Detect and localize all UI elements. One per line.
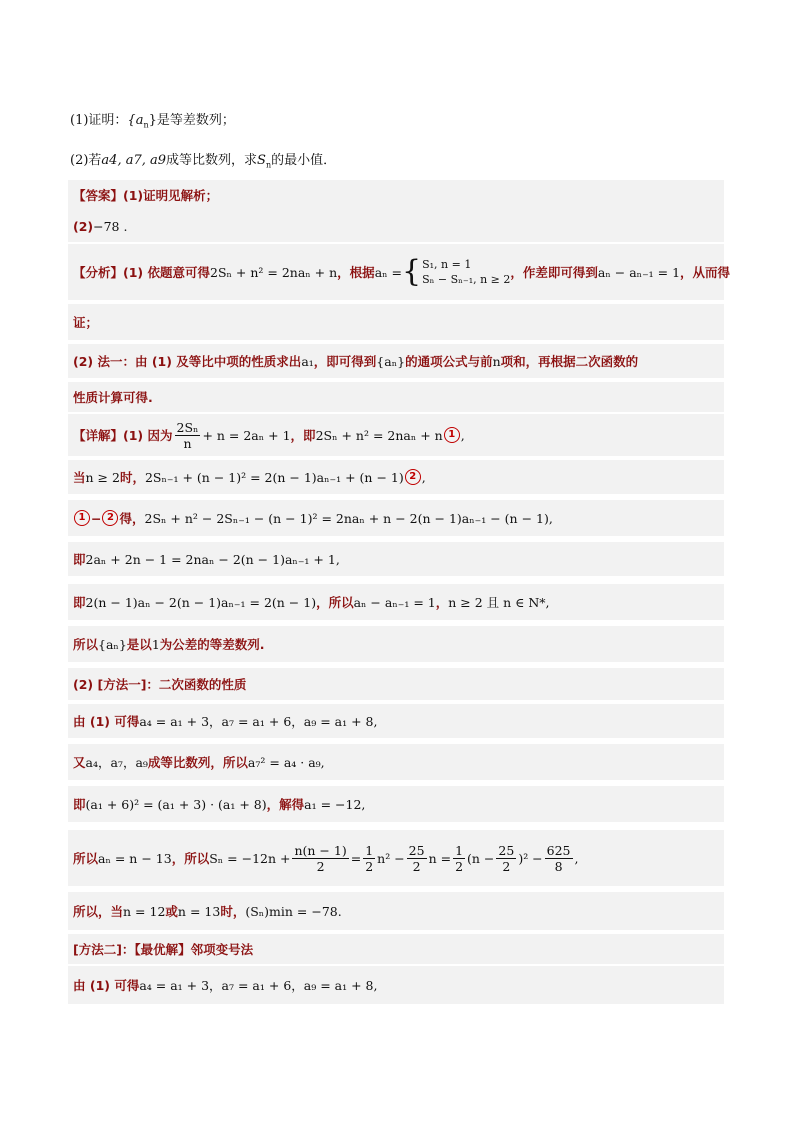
detail-l9-end: , [320,754,325,770]
analysis-text-b: ，根据 [337,265,375,280]
detail-line-3 [68,500,724,536]
q1-prefix: (1)证明： [70,113,128,128]
analysis-text-c: ，作差即可得到 [510,265,598,280]
detail-l5-eq2: aₙ − aₙ₋₁ = 1 [353,594,436,610]
detail-l10-end: , [361,796,366,812]
detail-l11-eq2d: n = [428,850,452,866]
answer-part1: (1)证明见解析； [123,188,219,203]
detail-l11-eq2b: = [350,850,362,866]
detail-l12-b: 或 [165,904,178,919]
detail-l11-frac-5 [496,843,516,874]
detail-l12-eq3: (Sₙ)min = −78 [245,903,338,919]
analysis-line3-n: n [492,353,501,369]
detail-l6-c: 为公差的等差数列. [159,637,265,652]
detail-l12-a: 所以，当 [73,904,124,919]
detail-line-6 [68,626,724,662]
detail-l11-a: 所以 [73,851,99,866]
detail-l9-eq: a₇² = a₄ · a₉ [247,754,321,770]
detail-l6-a: 所以 [73,637,99,652]
detail-line-1 [68,414,724,456]
circle-number-2: 2 [405,469,421,485]
frac2-den: 2 [365,858,374,874]
circle-number-1: 1 [444,427,460,443]
detail-l1-frac-den: n [183,435,192,451]
question-part1 [70,109,235,130]
detail-l11-eq: aₙ = n − 13 [98,850,172,866]
detail-l11-frac-2 [363,843,375,874]
detail-l3-eq: 2Sₙ + n² − 2Sₙ₋₁ − (n − 1)² = 2naₙ + n − 2(n − 1)aₙ₋₁ − (n − 1) [144,510,549,526]
detail-l2-cond: n ≥ 2 [85,469,120,485]
answer-line-1 [68,180,724,210]
detail-l6-set: {aₙ} [98,636,127,652]
q1-sub: n [143,120,149,130]
frac2-num: 1 [365,842,374,858]
analysis-line3-d: 项和，再根据二次函数的 [500,354,639,369]
answer-part2-value: −78 . [93,218,128,234]
detail-l11-end: , [574,850,579,866]
detail-l11-frac-4 [453,843,465,874]
detail-l5-eq: 2(n − 1)aₙ − 2(n − 1)aₙ₋₁ = 2(n − 1) [85,594,317,610]
analysis-cases: { S₁, n = 1 Sₙ − Sₙ₋₁, n ≥ 2 [402,254,511,289]
analysis-case-1: S₁, n = 1 [422,258,472,271]
analysis-eq-1: 2Sₙ + n² = 2naₙ + n [210,264,338,280]
q1-math: {a [127,113,144,128]
detail-l9-b: 成等比数列，所以 [147,755,248,770]
detail-l11-eq2f: )² − [518,850,543,866]
detail-l5-eq3: n ≥ 2 且 n ∈ N* [448,595,546,610]
detail-l1-eq2: 2Sₙ + n² = 2naₙ + n [315,427,443,443]
detail-l12-c: 时， [220,904,246,919]
detail-l1-end: , [460,427,465,443]
analysis-eq-2: aₙ − aₙ₋₁ = 1 [597,264,681,280]
analysis-line-4 [68,382,724,412]
detail-l12-eq: n = 12 [123,903,166,919]
detail-l11-eq2c: n² − [377,850,405,866]
detail-l8-eq: a₄ = a₁ + 3，a₇ = a₁ + 6，a₉ = a₁ + 8 [139,714,374,729]
detail-l4-a: 即 [73,552,86,567]
detail-l7-text: (2) [方法一]：二次函数的性质 [73,677,247,692]
detail-l3-minus: − [91,510,102,526]
circle-number-3: 1 [74,510,90,526]
q2-sub: n [265,160,272,170]
analysis-line3-b: ，即可得到 [313,354,377,369]
detail-l1-a: (1) 因为 [123,428,173,443]
detail-l6-one: 1 [151,636,160,652]
analysis-line3-a: (2) 法一：由 (1) 及等比中项的性质求出 [73,354,302,369]
frac1-den: 2 [316,858,325,874]
detail-l3-end: , [548,510,553,526]
answer-line-2 [68,210,724,242]
q2-math: a4, a7, a9 [101,153,167,168]
detail-l2-eq: 2Sₙ₋₁ + (n − 1)² = 2(n − 1)aₙ₋₁ + (n − 1) [144,469,404,485]
detail-l10-eq: (a₁ + 6)² = (a₁ + 3) · (a₁ + 8) [85,796,267,812]
q2-mid: 成等比数列，求 [166,153,258,168]
analysis-line-2 [68,304,724,340]
analysis-text-d: ，从而得 [680,265,731,280]
circle-number-4: 2 [102,510,118,526]
detail-line-7 [68,668,724,700]
detail-l10-a: 即 [73,797,86,812]
detail-l2-a: 当 [73,470,86,485]
answer-part2-label: (2) [73,218,94,234]
detail-line-8 [68,704,724,738]
detail-line-9 [68,744,724,780]
analysis-line-1 [68,244,731,300]
detail-line-11 [68,830,724,886]
analysis-text-a: (1) 依题意可得 [123,265,210,280]
analysis-line2-text: 证； [73,315,99,330]
detail-l14-eq: a₄ = a₁ + 3，a₇ = a₁ + 6，a₉ = a₁ + 8 [139,978,374,993]
frac6-num: 625 [546,842,571,858]
analysis-line3-c: 的通项公式与前 [405,354,493,369]
detail-l11-frac-3 [407,843,427,874]
frac5-num: 25 [498,842,515,858]
detail-l11-frac-6 [545,843,573,874]
detail-l2-b: 时， [119,470,145,485]
detail-l1-fraction [175,420,201,451]
detail-line-10 [68,786,724,822]
frac1-num: n(n − 1) [294,842,347,858]
q2-prefix: (2)若 [70,153,102,168]
q1-suffix: 是等差数列； [156,113,235,128]
frac3-num: 25 [408,842,425,858]
q2-s: S [257,153,266,168]
detail-l8-end: , [373,713,378,729]
detail-l9-terms: a₄，a₇，a₉ [85,755,148,770]
detail-line-12 [68,892,724,930]
detail-l6-b: 是以 [126,637,152,652]
detail-label: 【详解】 [73,428,124,443]
analysis-line3-set: {aₙ} [376,353,406,369]
analysis-line4-text: 性质计算可得. [73,390,153,405]
detail-line-13 [68,934,724,964]
analysis-an: aₙ = [374,264,402,280]
detail-l11-b: ，所以 [171,851,210,866]
detail-l4-eq: 2aₙ + 2n − 1 = 2naₙ − 2(n − 1)aₙ₋₁ + 1 [85,551,336,567]
frac5-den: 2 [502,858,511,874]
detail-l12-eq2: n = 13 [177,903,221,919]
detail-l1-b: ，即 [290,428,316,443]
detail-l10-eq2: a₁ = −12 [304,796,362,812]
answer-label: 【答案】 [73,188,124,203]
q1-close: } [148,113,157,128]
detail-l2-end: , [421,469,426,485]
detail-line-14 [68,966,724,1004]
detail-l12-end: . [337,903,342,919]
question-part2 [70,149,336,170]
analysis-line3-a1: a₁ [301,353,314,369]
detail-l5-end: , [545,594,550,610]
detail-l1-frac-num: 2Sₙ [176,419,199,435]
detail-l11-eq2a: Sₙ = −12n + [209,850,291,866]
q2-suffix: 的最小值． [271,153,337,168]
analysis-label: 【分析】 [73,265,124,280]
detail-line-2 [68,460,724,494]
frac4-num: 1 [455,842,464,858]
detail-l1-eq: + n = 2aₙ + 1 [202,427,291,443]
detail-l14-a: 由 (1) 可得 [73,978,140,993]
detail-l5-a: 即 [73,595,86,610]
frac6-den: 8 [554,858,563,874]
detail-l13-text: [方法二]：【最优解】邻项变号法 [73,942,254,957]
detail-l5-c: ， [435,595,449,610]
detail-l11-frac-1 [292,843,348,874]
frac3-den: 2 [412,858,421,874]
detail-l5-b: ，所以 [316,595,354,610]
analysis-case-2: Sₙ − Sₙ₋₁, n ≥ 2 [422,273,511,286]
detail-l10-b: ，解得 [266,797,305,812]
detail-line-4 [68,542,724,576]
detail-l3-a: 得， [119,511,145,526]
analysis-line-3 [68,344,724,378]
detail-l11-eq2e: (n − [467,850,495,866]
detail-l8-a: 由 (1) 可得 [73,714,140,729]
detail-l9-a: 又 [73,755,86,770]
detail-l4-end: , [335,551,340,567]
frac4-den: 2 [455,858,464,874]
detail-line-5 [68,584,724,620]
detail-l14-end: , [373,977,378,993]
